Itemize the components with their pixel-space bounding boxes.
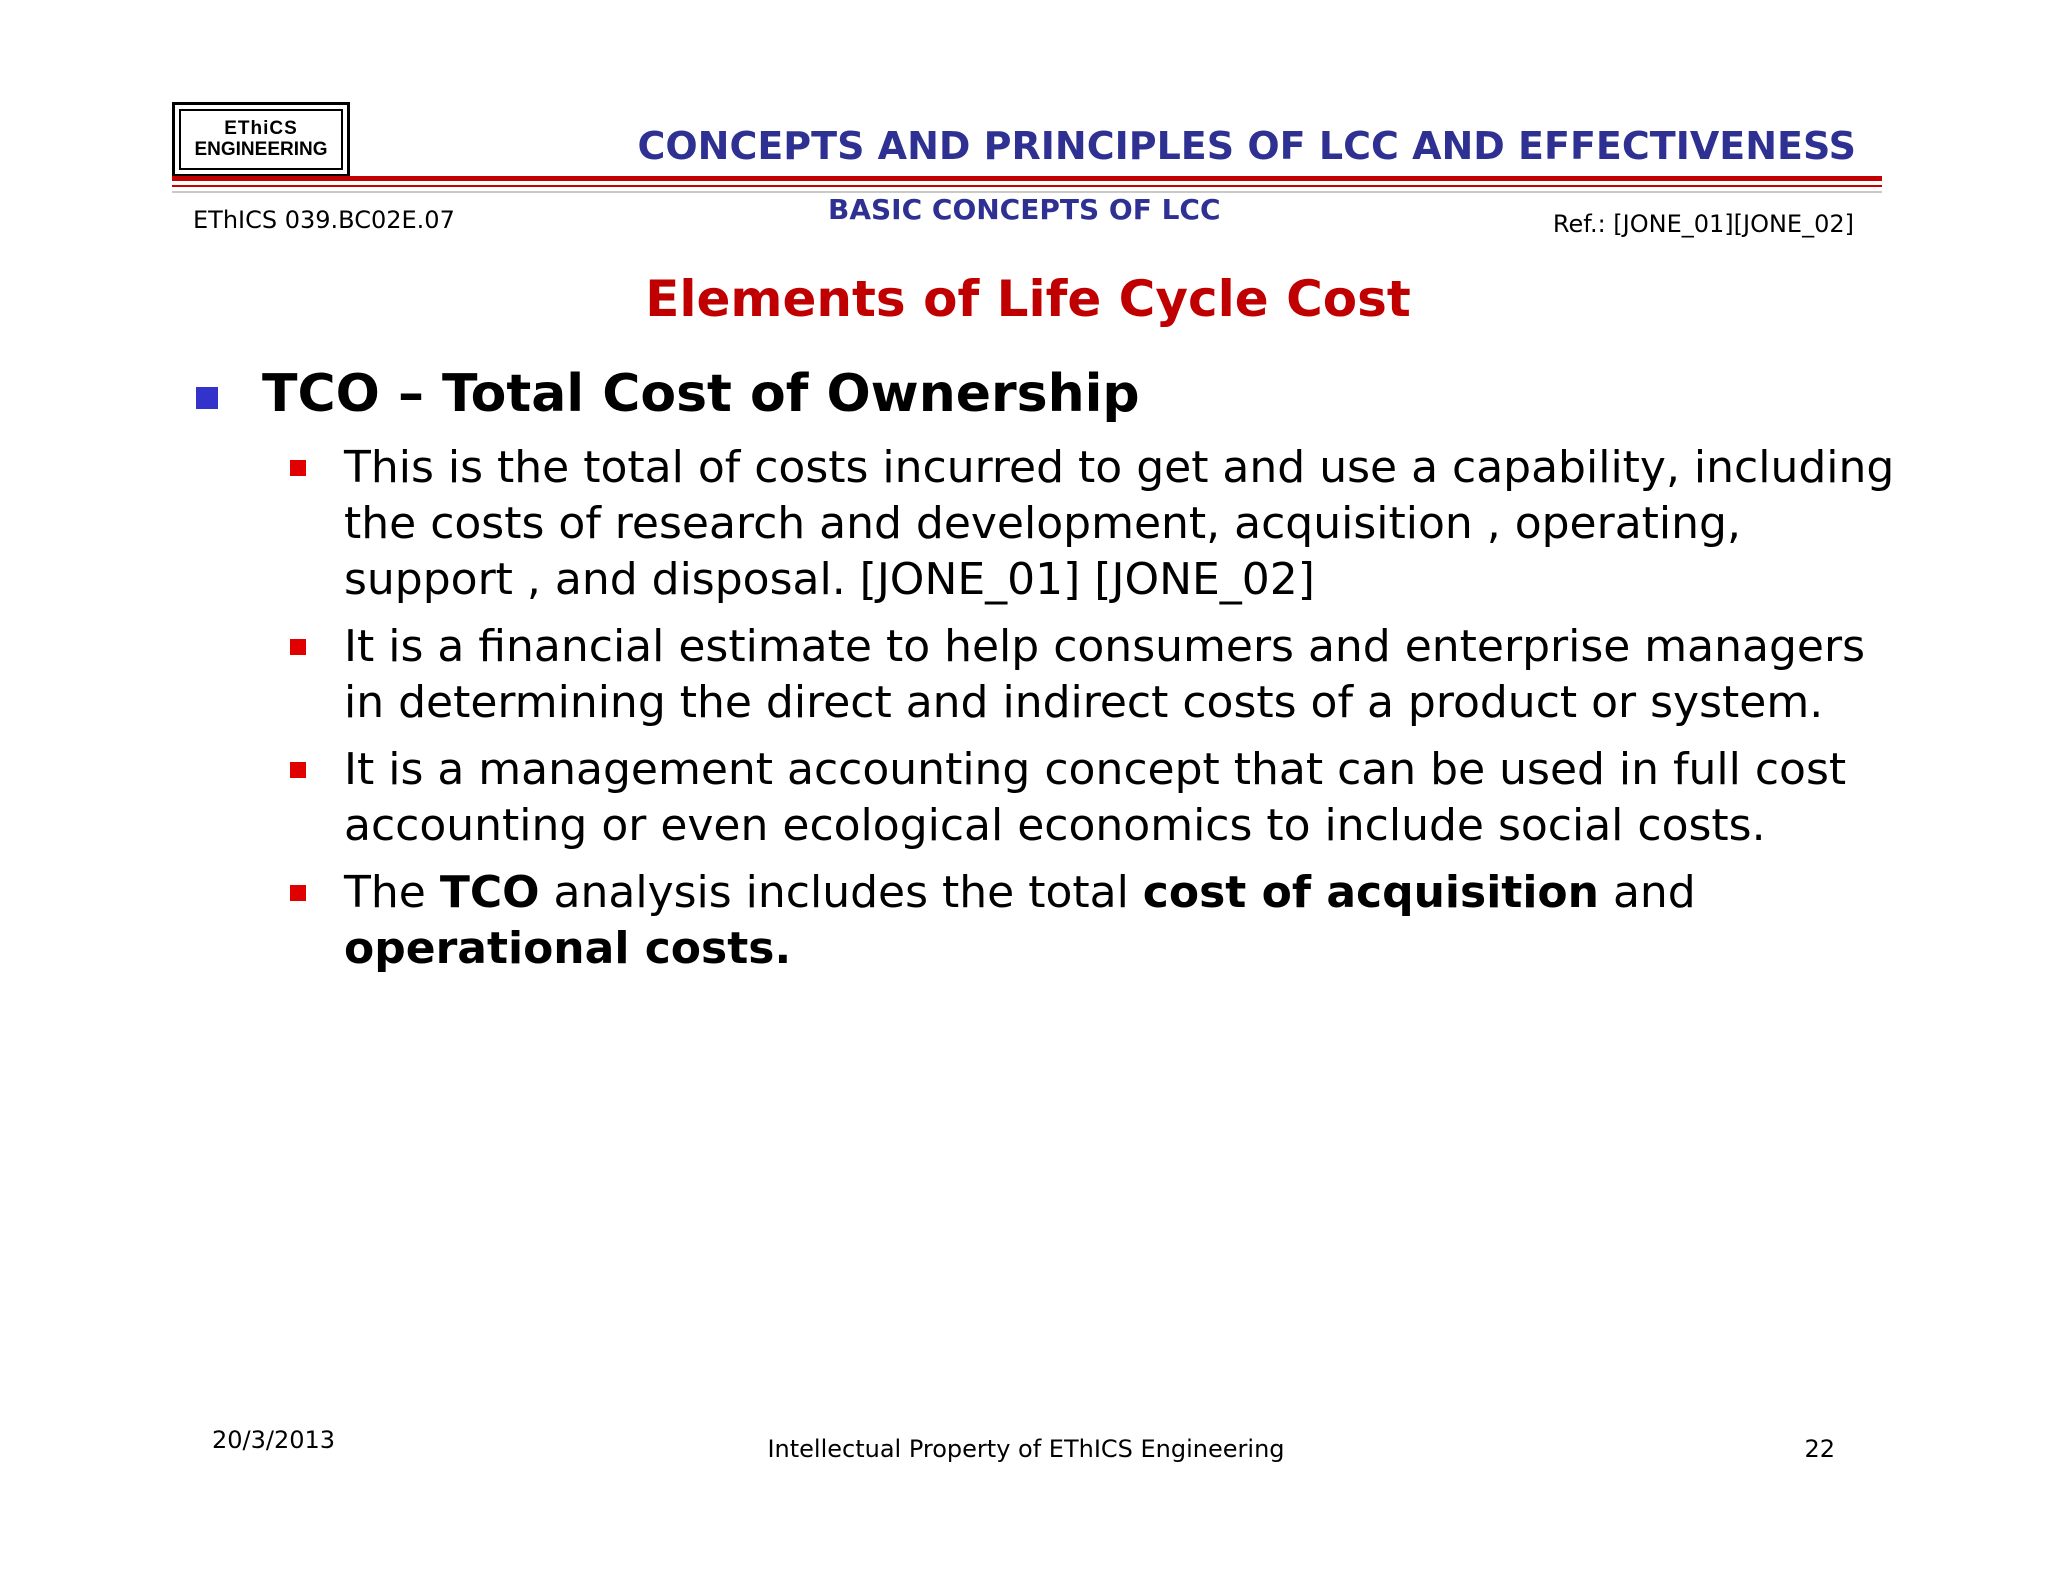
- list-item: [290, 865, 1910, 977]
- list-item-bold-operational: operational costs.: [344, 923, 792, 974]
- slide-title: Elements of Life Cycle Cost: [645, 270, 1411, 328]
- list-item: [290, 440, 1910, 608]
- logo-frame: [179, 109, 343, 170]
- sub-bullet-list: [290, 440, 1910, 988]
- square-bullet-icon: [290, 885, 306, 901]
- footer-date: 20/3/2013: [212, 1426, 336, 1454]
- list-item: [290, 619, 1910, 731]
- logo-line-2: ENGINEERING: [194, 138, 328, 160]
- footer-copyright: Intellectual Property of EThICS Engineering: [767, 1435, 1285, 1463]
- header-subtitle: BASIC CONCEPTS OF LCC: [828, 193, 1221, 226]
- list-item-text: It is a financial estimate to help consumers and enterprise managers in determining the direct and indirect costs of a product or system.: [344, 621, 1865, 728]
- list-item-bold-acquisition: cost of acquisition: [1142, 867, 1599, 918]
- reference-label: Ref.: [JONE_01][JONE_02]: [1552, 210, 1854, 238]
- list-item-text-part: analysis includes the total: [539, 867, 1143, 918]
- square-bullet-icon: [290, 762, 306, 778]
- logo-line-1: EThiCS: [224, 117, 298, 139]
- list-item-text-part: The: [344, 867, 440, 918]
- list-item-bold-tco: TCO: [439, 867, 540, 918]
- square-bullet-icon: [290, 460, 306, 476]
- header-rule-thick: [172, 176, 1882, 181]
- document-code: EThICS 039.BC02E.07: [193, 206, 455, 234]
- page-number: 22: [1804, 1435, 1835, 1463]
- square-bullet-icon: [196, 387, 218, 409]
- list-item-text-part: and: [1598, 867, 1696, 918]
- list-item: [290, 742, 1910, 854]
- ethics-engineering-logo: [172, 102, 350, 177]
- header-rule-thin: [172, 185, 1882, 187]
- main-bullet-text: TCO – Total Cost of Ownership: [262, 364, 1140, 424]
- list-item-text: This is the total of costs incurred to get and use a capability, including the costs of research and development, acquisition , operating, support , and disposal. [JONE_01] [JONE_02]: [344, 442, 1895, 605]
- list-item-text: It is a management accounting concept that can be used in full cost accounting or even ecological economics to include social costs.: [344, 744, 1847, 851]
- square-bullet-icon: [290, 639, 306, 655]
- header-main-title: CONCEPTS AND PRINCIPLES OF LCC AND EFFECTIVENESS: [637, 124, 1856, 168]
